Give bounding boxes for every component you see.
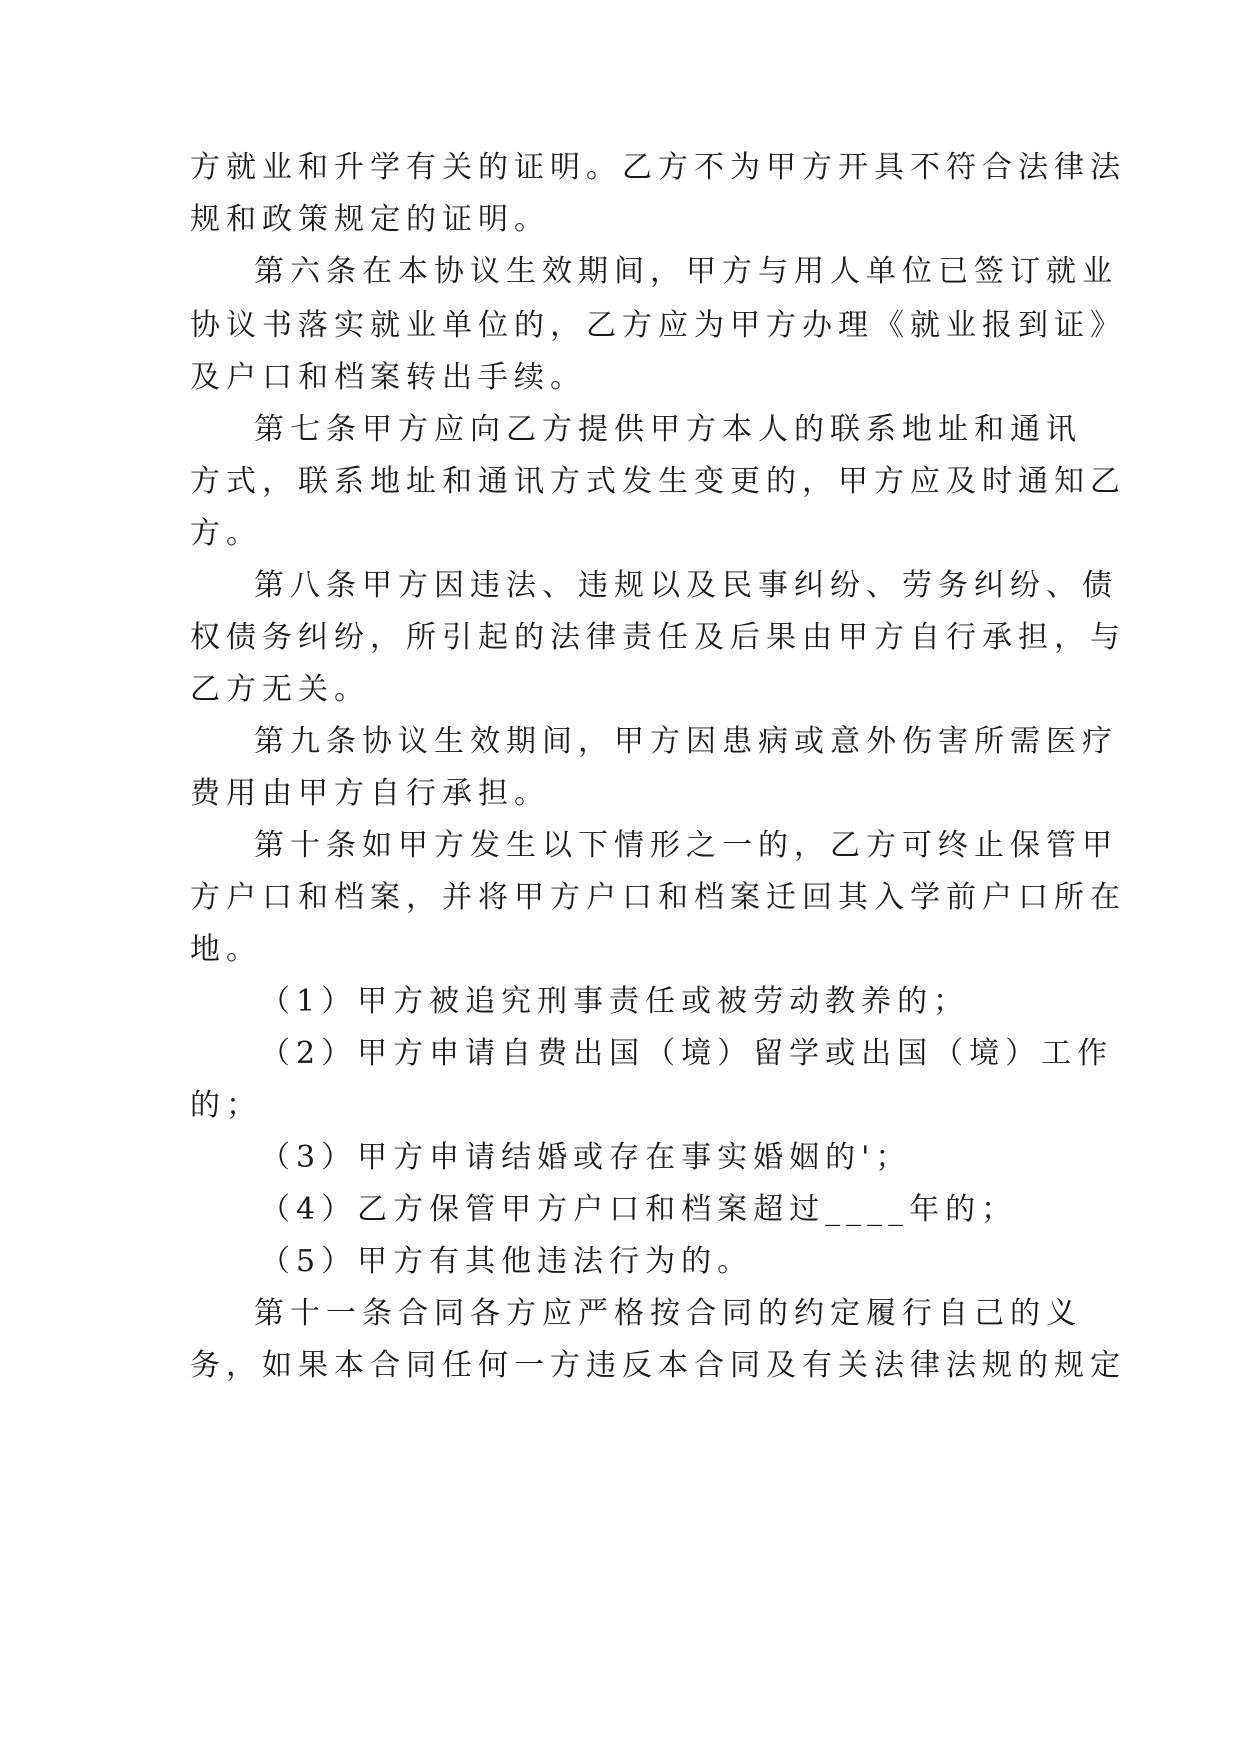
list-item: （3）甲方申请结婚或存在事实婚姻的'； bbox=[260, 1140, 912, 1175]
text-line: 方就业和升学有关的证明。乙方不为甲方开具不符合法律法 bbox=[190, 150, 1126, 185]
text-line: 务，如果本合同任何一方违反本合同及有关法律法规的规定 bbox=[190, 1348, 1126, 1383]
text-line: 的； bbox=[190, 1088, 262, 1123]
paragraph-start-line: 第八条甲方因违法、违规以及民事纠纷、劳务纠纷、债 bbox=[254, 568, 1118, 603]
list-item: （4）乙方保管甲方户口和档案超过____年的； bbox=[260, 1192, 1018, 1227]
text-line: 规和政策规定的证明。 bbox=[190, 202, 550, 237]
paragraph-start-line: 第七条甲方应向乙方提供甲方本人的联系地址和通讯 bbox=[254, 412, 1082, 447]
paragraph-start-line: 第十一条合同各方应严格按合同的约定履行自己的义 bbox=[254, 1296, 1082, 1331]
paragraph-start-line: 第九条协议生效期间，甲方因患病或意外伤害所需医疗 bbox=[254, 724, 1118, 759]
text-line: 协议书落实就业单位的，乙方应为甲方办理《就业报到证》 bbox=[190, 308, 1126, 343]
list-item: （5）甲方有其他违法行为的。 bbox=[260, 1244, 754, 1279]
text-line: 权债务纠纷，所引起的法律责任及后果由甲方自行承担，与 bbox=[190, 620, 1126, 655]
list-item: （2）甲方申请自费出国（境）留学或出国（境）工作 bbox=[260, 1036, 1114, 1071]
text-line: 及户口和档案转出手续。 bbox=[190, 360, 586, 395]
list-item: （1）甲方被追究刑事责任或被劳动教养的； bbox=[260, 984, 970, 1019]
text-line: 费用由甲方自行承担。 bbox=[190, 776, 550, 811]
text-line: 乙方无关。 bbox=[190, 672, 370, 707]
text-line: 地。 bbox=[190, 932, 262, 967]
paragraph-start-line: 第六条在本协议生效期间，甲方与用人单位已签订就业 bbox=[254, 254, 1118, 289]
paragraph-start-line: 第十条如甲方发生以下情形之一的，乙方可终止保管甲 bbox=[254, 828, 1118, 863]
text-line: 方。 bbox=[190, 516, 262, 551]
text-line: 方式，联系地址和通讯方式发生变更的，甲方应及时通知乙 bbox=[190, 464, 1126, 499]
text-line: 方户口和档案，并将甲方户口和档案迁回其入学前户口所在 bbox=[190, 880, 1126, 915]
